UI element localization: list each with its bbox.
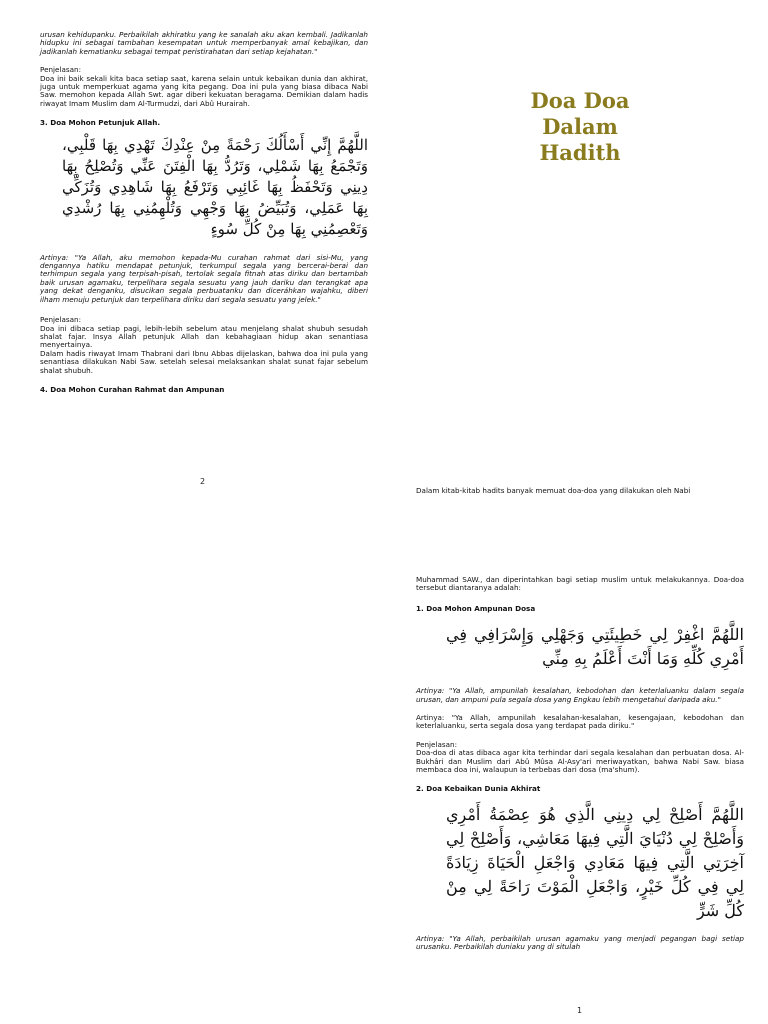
- title-line: Dalam: [542, 114, 618, 139]
- title-line: Hadith: [539, 140, 621, 165]
- bottom-page-intro: [416, 487, 744, 495]
- arabic-prayer-3: اللَّهُمَّ إِنِّي أَسْأَلُكَ رَحْمَةً مِنْ عِنْدِكَ تَهْدِي بِهَا قَلْبِي، وَتَجْمَعُ بِهَا شَمْلِي، وَتَرُدُّ بِهَا الْفِتَنَ عَنِّي وَتُصْلِحُ بِهَا دِينِي وَتَحْفَظُ بِهَا غَائِبِي وَتَرْفَعُ بِهَا شَاهِدِي وَتُزَكِّي بِهَا عَمَلِي، وَتُبَيِّضُ بِهَا وَجْهِي وَتُلْهِمُنِي بِهَا رُشْدِي وَتَعْصِمُنِي بِهَا مِنْ كُلِّ سُوءٍ: [62, 135, 368, 238]
- arabic-prayer-2: اللَّهُمَّ أَصْلِحْ لِي دِينِي الَّذِي هُوَ عِصْمَةُ أَمْرِي وَأَصْلِحْ لِي دُنْيَايَ الَّتِي فِيهَا مَعَاشِي، وَأَصْلِحْ لِي آخِرَتِي الَّتِي فِيهَا مَعَادِي وَاجْعَلِ الْحَيَاةَ زِيَادَةً لِي فِي كُلِّ خَيْرٍ، وَاجْعَلِ الْمَوْتَ رَاحَةً لِي مِنْ كُلِّ شَرٍّ: [446, 804, 744, 920]
- intro-paragraph: urusan kehidupanku. Perbaikilah akhiratku yang ke sanalah aku akan kembali. Jadikanlah hidupku ini sebagai tambahan kesempatan untuk memperbanyak amal kebajikan, dan jadikanlah kematianku sebagai tempat peristirahatan dari setiap kejahatan.": [40, 30, 368, 56]
- penjelasan-paragraph: Doa ini dibaca setiap pagi, lebih-lebih sebelum atau menjelang shalat shubuh sesudah shalat fajar. Insya Allah petunjuk Allah dan kebahagiaan hidup akan senantiasa menyertainya.: [40, 323, 368, 350]
- intro-line: Muhammad SAW., dan diperintahkan bagi setiap muslim untuk melakukannya. Doa-doa tersebut diantaranya adalah:: [416, 575, 744, 593]
- penjelasan-label: Penjelasan:: [40, 65, 82, 75]
- penjelasan-label: Penjelasan:: [416, 739, 458, 749]
- artinya-paragraph-1: Artinya: "Ya Allah, ampunilah kesalahan, kebodohan dan keterlaluanku dalam segala urusan, dan ampuni pula segala dosa yang Engkau lebih mengetahui daripada aku.": [416, 686, 744, 704]
- artinya-paragraph-1b: Artinya: "Ya Allah, ampunilah kesalahan-kesalahan, kesengajaan, kebodohan dan keterlaluanku, serta segala dosa yang terdapat pada diriku.": [416, 713, 744, 731]
- penjelasan-paragraph: Doa-doa di atas dibaca agar kita terhindar dari segala kesalahan dan perbuatan dosa. Al-Bukhâri dan Muslim dari Abû Mûsa Al-Asy'ari meriwayatkan, bahwa Nabi Saw. biasa membaca doa ini, walaupun ia terbebas dari dosa (ma'shum).: [416, 748, 744, 775]
- arabic-prayer-1: اللَّهُمَّ اغْفِرْ لِي خَطِيئَتِي وَجَهْلِي وَإِسْرَافِي فِي أَمْرِي كُلِّهِ وَمَا أَنْتَ أَعْلَمُ بِهِ مِنِّي: [446, 625, 744, 669]
- section-heading-3: 3. Doa Mohon Petunjuk Allah.: [40, 118, 161, 128]
- section-heading-1: 1. Doa Mohon Ampunan Dosa: [416, 603, 536, 613]
- page-number: 1: [577, 1006, 583, 1015]
- bottom-page-column: [416, 576, 744, 952]
- penjelasan-label: Penjelasan:: [40, 315, 82, 325]
- artinya-paragraph-2: Artinya: "Ya Allah, perbaikilah urusan agamaku yang menjadi pegangan bagi setiap urusanku. Perbaikilah duniaku yang di situlah: [416, 933, 744, 952]
- section-heading-2: 2. Doa Kebaikan Dunia Akhirat: [416, 784, 541, 794]
- artinya-paragraph-3: Artinya: "Ya Allah, aku memohon kepada-Mu curahan rahmat dari sisi-Mu, yang dengannya hatiku mendapat petunjuk, terkumpul segala yang bercerai-berai dan terhimpun segala yang terpisah-pisah, tertolak segala fitnah atas diriku dan bertambah baik urusan agamaku, terpelihara segala sesuatu yang jauh dariku dan terangkat apa yang dekat denganku, disucikan segala perbuatanku dan diceráhkan wajahku, diberi ilham menuju petunjuk dan terpelihara diriku dari segala sesuatu yang jelek.": [40, 252, 368, 304]
- top-page-column: [40, 31, 368, 394]
- intro-line: Dalam kitab-kitab hadits banyak memuat doa-doa yang dilakukan oleh Nabi: [416, 486, 691, 495]
- document-title: [500, 88, 660, 166]
- page-number: 2: [200, 477, 206, 486]
- title-line: Doa Doa: [530, 88, 630, 113]
- penjelasan-paragraph: Doa ini baik sekali kita baca setiap saat, karena selain untuk kebaikan dunia dan akhirat, juga untuk memperkuat agama yang kita pegang. Doa ini pula yang biasa dibaca Nabi Saw. memohon kepada Allah Swt. agar diberi kekuatan beragama. Demikian dalam hadis riwayat Imam Muslim dam Al-Turmudzi, dari Abû Hurairah.: [40, 73, 368, 108]
- section-heading-4: 4. Doa Mohon Curahan Rahmat dan Ampunan: [40, 384, 225, 394]
- penjelasan-paragraph: Dalam hadis riwayat Imam Thabrani dari Ibnu Abbas dijelaskan, bahwa doa ini pula yang senantiasa dilakukan Nabi Saw. setelah selesai melaksankan shalat sunat fajar sebelum shalat shubuh.: [40, 348, 368, 375]
